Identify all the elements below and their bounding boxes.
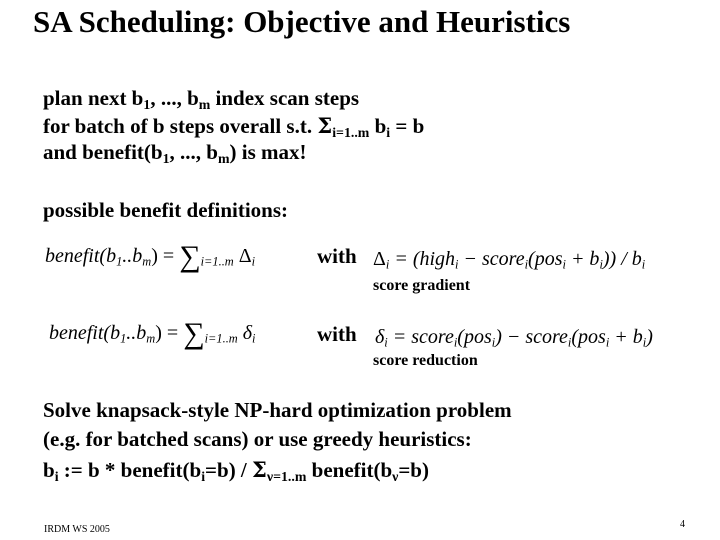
score-reduction-note: score reduction [373, 352, 478, 369]
benefit-formula-1: $benefit(b_1..b_m) = \sum_{i=1..m}$ $\Delta_i$ [45, 240, 256, 273]
plan-line-1: plan next $b_1$, ..., $b_m$ index scan steps [43, 86, 360, 112]
small-delta-definition: $\delta_i$ = score$_i$(pos$_i$) − score$_i$(pos$_i$ + $b_i$) [375, 326, 653, 350]
slide-title: SA Scheduling: Objective and Heuristics [33, 4, 571, 39]
footer-course-label: IRDM WS 2005 [44, 524, 110, 535]
with-label-2: with [317, 322, 357, 346]
solve-line-2: (e.g. for batched scans) or use greedy heuristics: [43, 427, 472, 451]
possible-defs-heading: possible benefit definitions: [43, 198, 289, 222]
plan-line-2: for batch of b steps overall s.t. $\Sigma_{i=1..m}$ $b_i = b$ [43, 113, 425, 140]
greedy-heuristic-formula: $b_i$ := $b * benefit(b_i=b) / \Sigma_{\nu=1..m}$ $benefit(b_\nu=b)$ [43, 457, 429, 484]
with-label-1: with [317, 244, 357, 268]
score-gradient-note: score gradient [373, 277, 471, 294]
solve-line-1: Solve knapsack-style NP-hard optimization problem [43, 398, 512, 422]
benefit-formula-2: $benefit(b_1..b_m) = \sum_{i=1..m}$ $\delta_i$ [49, 317, 256, 350]
page-number: 4 [680, 519, 685, 530]
delta-definition: $\Delta_i$ = (high$_i$ − score$_i$(pos$_i$ + $b_i)) / b_i$ [373, 248, 646, 272]
plan-line-3: and $benefit(b_1$, ..., $b_m$) is max! [43, 140, 307, 166]
